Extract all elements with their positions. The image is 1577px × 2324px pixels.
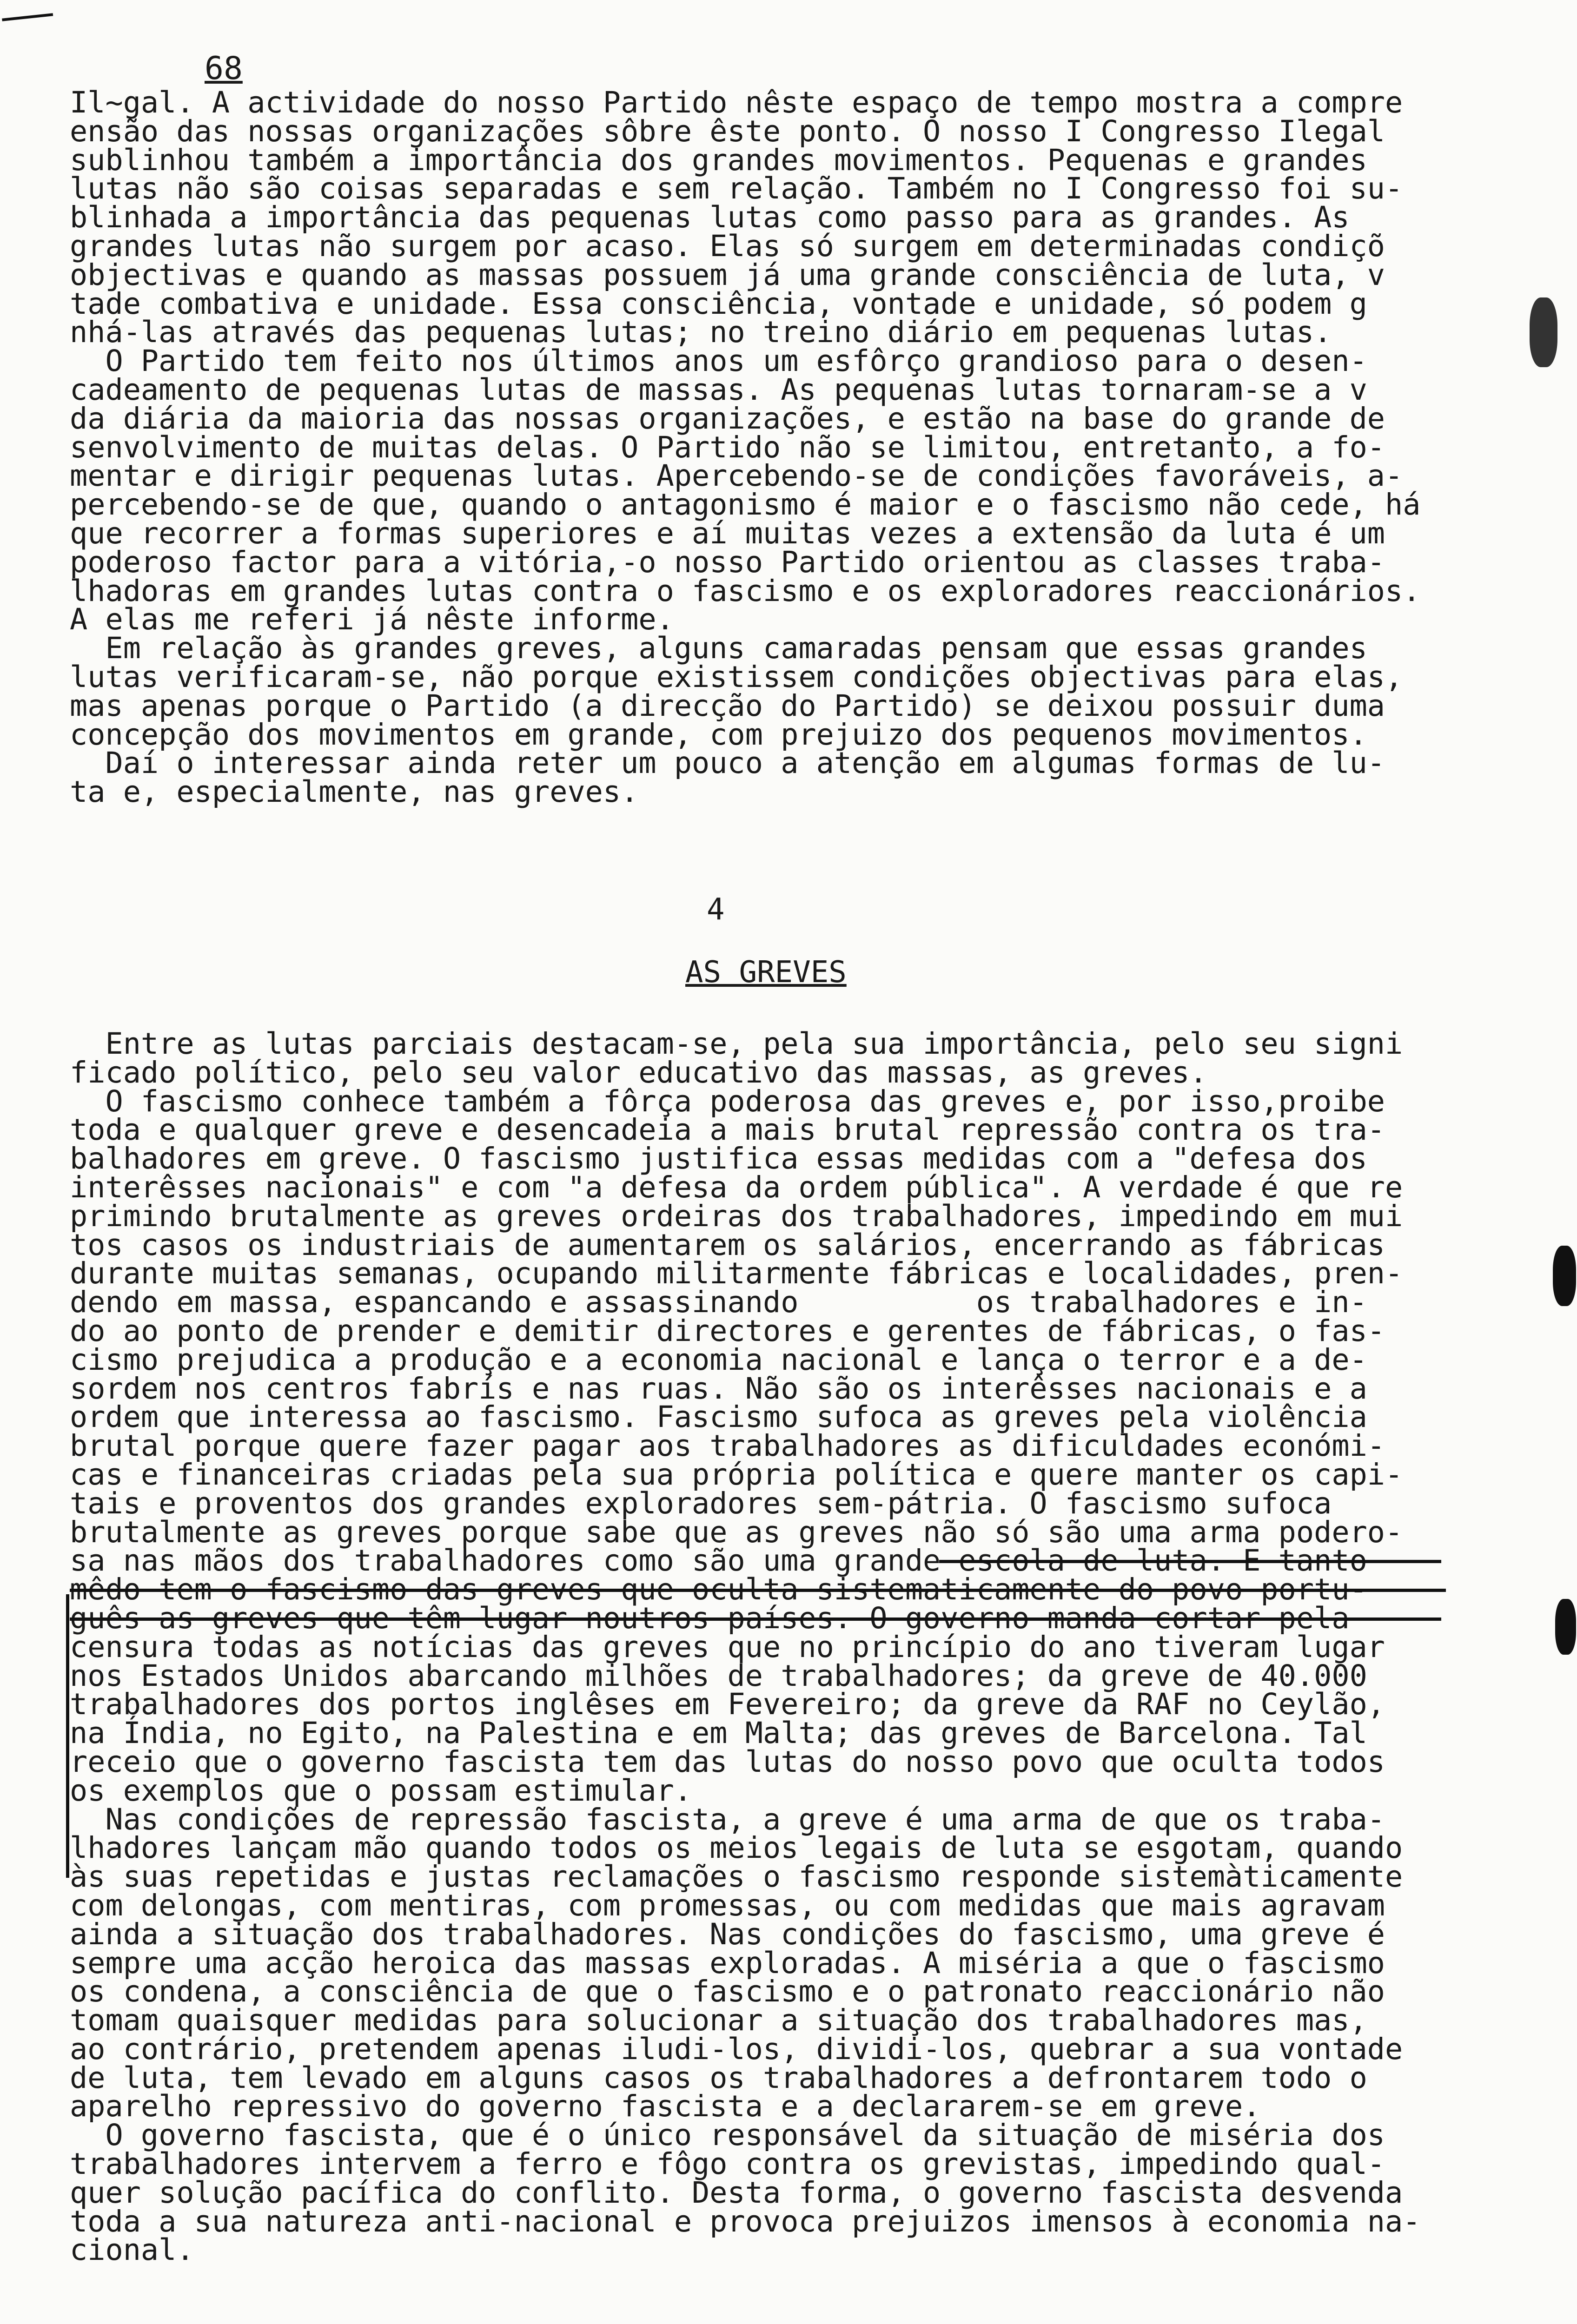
text-line: cional. — [70, 2232, 194, 2267]
text-line: nos Estados Unidos abarcando milhões de trabalhadores; da greve de 40.000 — [70, 1658, 1367, 1693]
text-line: poderoso factor para a vitória,-o nosso Partido orientou as classes traba- — [70, 544, 1385, 579]
corner-mark — [0, 0, 53, 21]
handwritten-underline — [70, 1618, 1441, 1621]
text-line: Nas condições de repressão fascista, a greve é uma arma de que os traba- — [70, 1802, 1385, 1836]
text-line: do ao ponto de prender e demitir directores e gerentes de fábricas, o fas- — [70, 1313, 1385, 1348]
text-line: lutas verificaram-se, não porque existissem condições objectivas para elas, — [70, 659, 1403, 694]
text-line: percebendo-se de que, quando o antagonismo é maior e o fascismo não cede, há — [70, 487, 1421, 522]
text-line: ainda a situação dos trabalhadores. Nas condições do fascismo, uma greve é — [70, 1916, 1385, 1951]
scan-blot — [1530, 297, 1557, 367]
text-line: dendo em massa, espancando e assassinando os trabalhadores e in- — [70, 1285, 1367, 1320]
text-line: os exemplos que o possam estimular. — [70, 1773, 692, 1808]
text-line: sordem nos centros fabrís e nas ruas. Não são os interêsses nacionais e a — [70, 1371, 1367, 1406]
text-line: brutal porque quere fazer pagar aos trabalhadores as dificuldades económi- — [70, 1428, 1385, 1463]
text-line: às suas repetidas e justas reclamações o fascismo responde sistemàticamente — [70, 1859, 1403, 1894]
text-line: trabalhadores dos portos inglêses em Fevereiro; da greve da RAF no Ceylão, — [70, 1687, 1385, 1722]
text-line: A elas me referi já nêste informe. — [70, 602, 674, 637]
text-line: ensão das nossas organizações sôbre êste ponto. O nosso I Congresso Ilegal — [70, 113, 1385, 148]
scan-blot — [1555, 1599, 1576, 1655]
text-line: sa nas mãos dos trabalhadores como são uma grande escola de luta. E tanto — [70, 1543, 1367, 1578]
text-line: tais e proventos dos grandes exploradores sem-pátria. O fascismo sufoca — [70, 1486, 1332, 1520]
text-line: tos casos os industriais de aumentarem os salários, encerrando as fábricas — [70, 1227, 1385, 1262]
text-line: Il~gal. A actividade do nosso Partido nêste espaço de tempo mostra a compre — [70, 85, 1403, 119]
text-line: trabalhadores intervem a ferro e fôgo contra os grevistas, impedindo qual- — [70, 2146, 1385, 2181]
text-line: O fascismo conhece também a fôrça poderosa das greves e, por isso,proibe — [70, 1083, 1385, 1118]
text-line: senvolvimento de muitas delas. O Partido não se limitou, entretanto, a fo- — [70, 429, 1385, 464]
text-line: concepção dos movimentos em grande, com prejuizo dos pequenos movimentos. — [70, 717, 1367, 752]
text-line: mas apenas porque o Partido (a direcção do Partido) se deixou possuir duma — [70, 688, 1385, 723]
text-line: Daí o interessar ainda reter um pouco a atenção em algumas formas de lu- — [70, 746, 1385, 780]
text-line: mentar e dirigir pequenas lutas. Apercebendo-se de condições favoráveis, a- — [70, 458, 1403, 493]
text-line: receio que o governo fascista tem das lutas do nosso povo que oculta todos — [70, 1744, 1385, 1779]
text-block-greves — [70, 1026, 1474, 2267]
text-line: cas e financeiras criadas pela sua própria política e quere manter os capi- — [70, 1457, 1403, 1492]
page-number: 68 — [205, 50, 243, 87]
text-line: Entre as lutas parciais destacam-se, pela sua importância, pelo seu signi — [70, 1026, 1403, 1061]
section-title: AS GREVES — [685, 955, 847, 990]
text-line: ficado político, pelo seu valor educativo das massas, as greves. — [70, 1055, 1207, 1089]
text-line: lhadores lançam mão quando todos os meios legais de luta se esgotam, quando — [70, 1830, 1403, 1865]
text-line: na Índia, no Egito, na Palestina e em Malta; das greves de Barcelona. Tal — [70, 1716, 1367, 1750]
text-line: toda a sua natureza anti-nacional e provoca prejuizos imensos à economia na- — [70, 2204, 1421, 2238]
text-line: brutalmente as greves porque sabe que as greves não só são uma arma podero- — [70, 1514, 1403, 1549]
text-line: blinhada a importância das pequenas lutas como passo para as grandes. As — [70, 200, 1350, 235]
text-line: ordem que interessa ao fascismo. Fascismo sufoca as greves pela violência — [70, 1400, 1367, 1434]
text-line: tade combativa e unidade. Essa consciência, vontade e unidade, só podem g — [70, 286, 1367, 321]
text-block-introduction — [70, 85, 1474, 809]
text-line: cismo prejudica a produção e a economia nacional e lança o terror e a de- — [70, 1342, 1367, 1377]
text-line: objectivas e quando as massas possuem já uma grande consciência de luta, v — [70, 257, 1385, 292]
text-line: ta e, especialmente, nas greves. — [70, 774, 639, 809]
text-line: que recorrer a formas superiores e aí muitas vezes a extensão da luta é um — [70, 515, 1385, 550]
text-line: nhá-las através das pequenas lutas; no treino diário em pequenas lutas. — [70, 315, 1332, 350]
scan-blot — [1553, 1246, 1576, 1306]
margin-mark — [66, 1594, 69, 1878]
text-line: cadeamento de pequenas lutas de massas. As pequenas lutas tornaram-se a v — [70, 372, 1367, 407]
text-line: Em relação às grandes greves, alguns camaradas pensam que essas grandes — [70, 631, 1367, 666]
text-line: O governo fascista, que é o único responsável da situação de miséria dos — [70, 2118, 1385, 2152]
text-line: guês as greves que têm lugar noutros países. O governo manda cortar pela — [70, 1600, 1350, 1635]
text-line: grandes lutas não surgem por acaso. Elas só surgem em determinadas condiçõ — [70, 228, 1385, 263]
text-line: censura todas as notícias das greves que no princípio do ano tiveram lugar — [70, 1629, 1385, 1664]
text-line: quer solução pacífica do conflito. Desta forma, o governo fascista desvenda — [70, 2175, 1403, 2210]
text-line: lhadoras em grandes lutas contra o fascismo e os exploradores reaccionários. — [70, 573, 1421, 608]
text-line: sempre uma acção heroica das massas exploradas. A miséria a que o fascismo — [70, 1945, 1385, 1980]
text-line: os condena, a consciência de que o fascismo e o patronato reaccionário não — [70, 1974, 1385, 2009]
text-line: aparelho repressivo do governo fascista e a declararem-se em greve. — [70, 2089, 1261, 2124]
text-line: durante muitas semanas, ocupando militarmente fábricas e localidades, pren- — [70, 1256, 1403, 1291]
text-line: lutas não são coisas separadas e sem relação. Também no I Congresso foi su- — [70, 171, 1403, 206]
text-line: tomam quaisquer medidas para solucionar a situação dos trabalhadores mas, — [70, 2003, 1367, 2038]
text-line: sublinhou também a importância dos grandes movimentos. Pequenas e grandes — [70, 142, 1367, 177]
text-line: de luta, tem levado em alguns casos os trabalhadores a defrontarem todo o — [70, 2060, 1367, 2095]
text-line: interêsses nacionais" e com "a defesa da ordem pública". A verdade é que re — [70, 1169, 1403, 1204]
handwritten-underline — [70, 1589, 1446, 1592]
text-line: balhadores em greve. O fascismo justifica essas medidas com a "defesa dos — [70, 1141, 1367, 1176]
text-line: mêdo tem o fascismo das greves que oculta sistematicamente do povo portu- — [70, 1572, 1367, 1607]
text-line: primindo brutalmente as greves ordeiras dos trabalhadores, impedindo em mui — [70, 1198, 1403, 1233]
text-line: com delongas, com mentiras, com promessas, ou com medidas que mais agravam — [70, 1888, 1385, 1922]
section-number: 4 — [707, 892, 725, 927]
text-line: da diária da maioria das nossas organizações, e estão na base do grande de — [70, 401, 1385, 436]
text-line: toda e qualquer greve e desencadeia a mais brutal repressão contra os tra- — [70, 1112, 1385, 1147]
handwritten-underline — [939, 1560, 1441, 1563]
text-line: O Partido tem feito nos últimos anos um esfôrço grandioso para o desen- — [70, 343, 1367, 378]
text-line: ao contrário, pretendem apenas iludi-los, dividi-los, quebrar a sua vontade — [70, 2031, 1403, 2066]
